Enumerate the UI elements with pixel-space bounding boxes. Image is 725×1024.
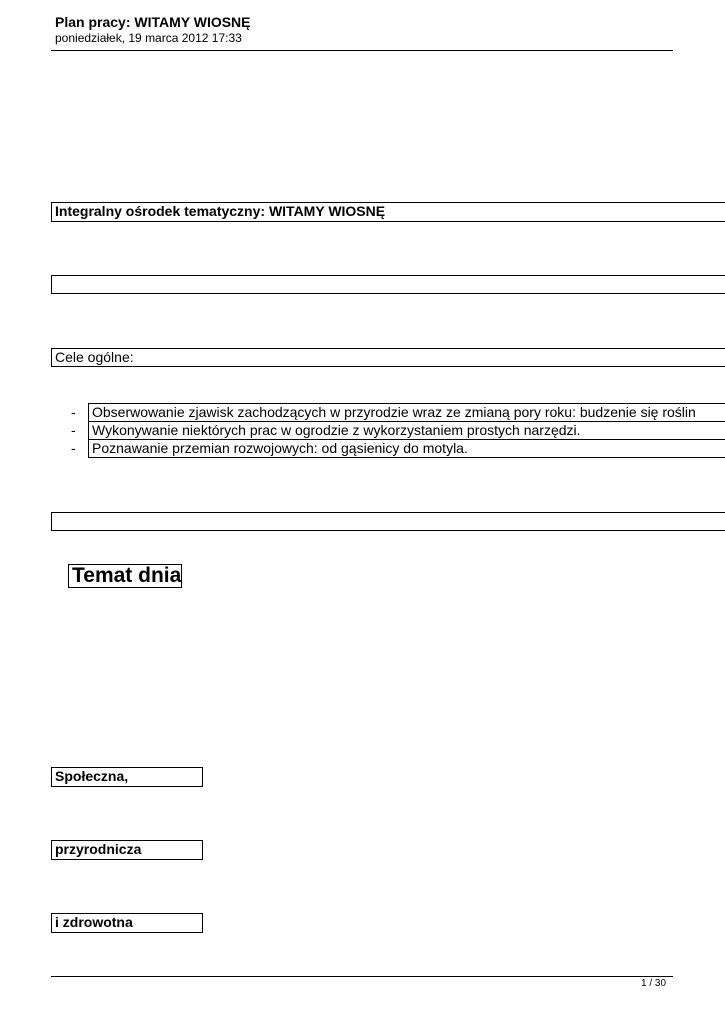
goal-text: Poznawanie przemian rozwojowych: od gąsienicy do motyla. xyxy=(92,440,468,456)
goal-item xyxy=(88,439,725,458)
empty-box xyxy=(51,275,725,294)
footer-divider xyxy=(51,976,673,977)
empty-box xyxy=(51,512,725,531)
area-label: Społeczna, xyxy=(55,768,129,784)
area-box-health xyxy=(51,913,203,933)
document-title: Plan pracy: WITAMY WIOSNĘ xyxy=(55,14,251,30)
goal-text: Wykonywanie niektórych prac w ogrodzie z wykorzystaniem prostych narzędzi. xyxy=(92,422,581,438)
bullet-dash: - xyxy=(71,440,76,456)
topic-heading: Temat dnia xyxy=(68,564,182,588)
area-box-social xyxy=(51,767,203,787)
document-date: poniedziałek, 19 marca 2012 17:33 xyxy=(55,31,242,45)
goal-text: Obserwowanie zjawisk zachodzących w przyrodzie wraz ze zmianą pory roku: budzenie się roślin xyxy=(92,404,696,420)
goals-heading: Cele ogólne: xyxy=(55,349,134,365)
area-label: przyrodnicza xyxy=(55,841,142,857)
page-number: 1 / 30 xyxy=(641,978,667,989)
area-label: i zdrowotna xyxy=(55,914,133,930)
theme-label: Integralny ośrodek tematyczny: WITAMY WIOSNĘ xyxy=(55,203,386,219)
header-divider xyxy=(51,50,673,51)
goal-item xyxy=(88,403,725,422)
area-box-nature xyxy=(51,840,203,860)
goal-item xyxy=(88,421,725,440)
theme-box xyxy=(51,202,725,222)
bullet-dash: - xyxy=(71,422,76,438)
bullet-dash: - xyxy=(71,404,76,420)
goals-heading-box xyxy=(51,348,725,367)
